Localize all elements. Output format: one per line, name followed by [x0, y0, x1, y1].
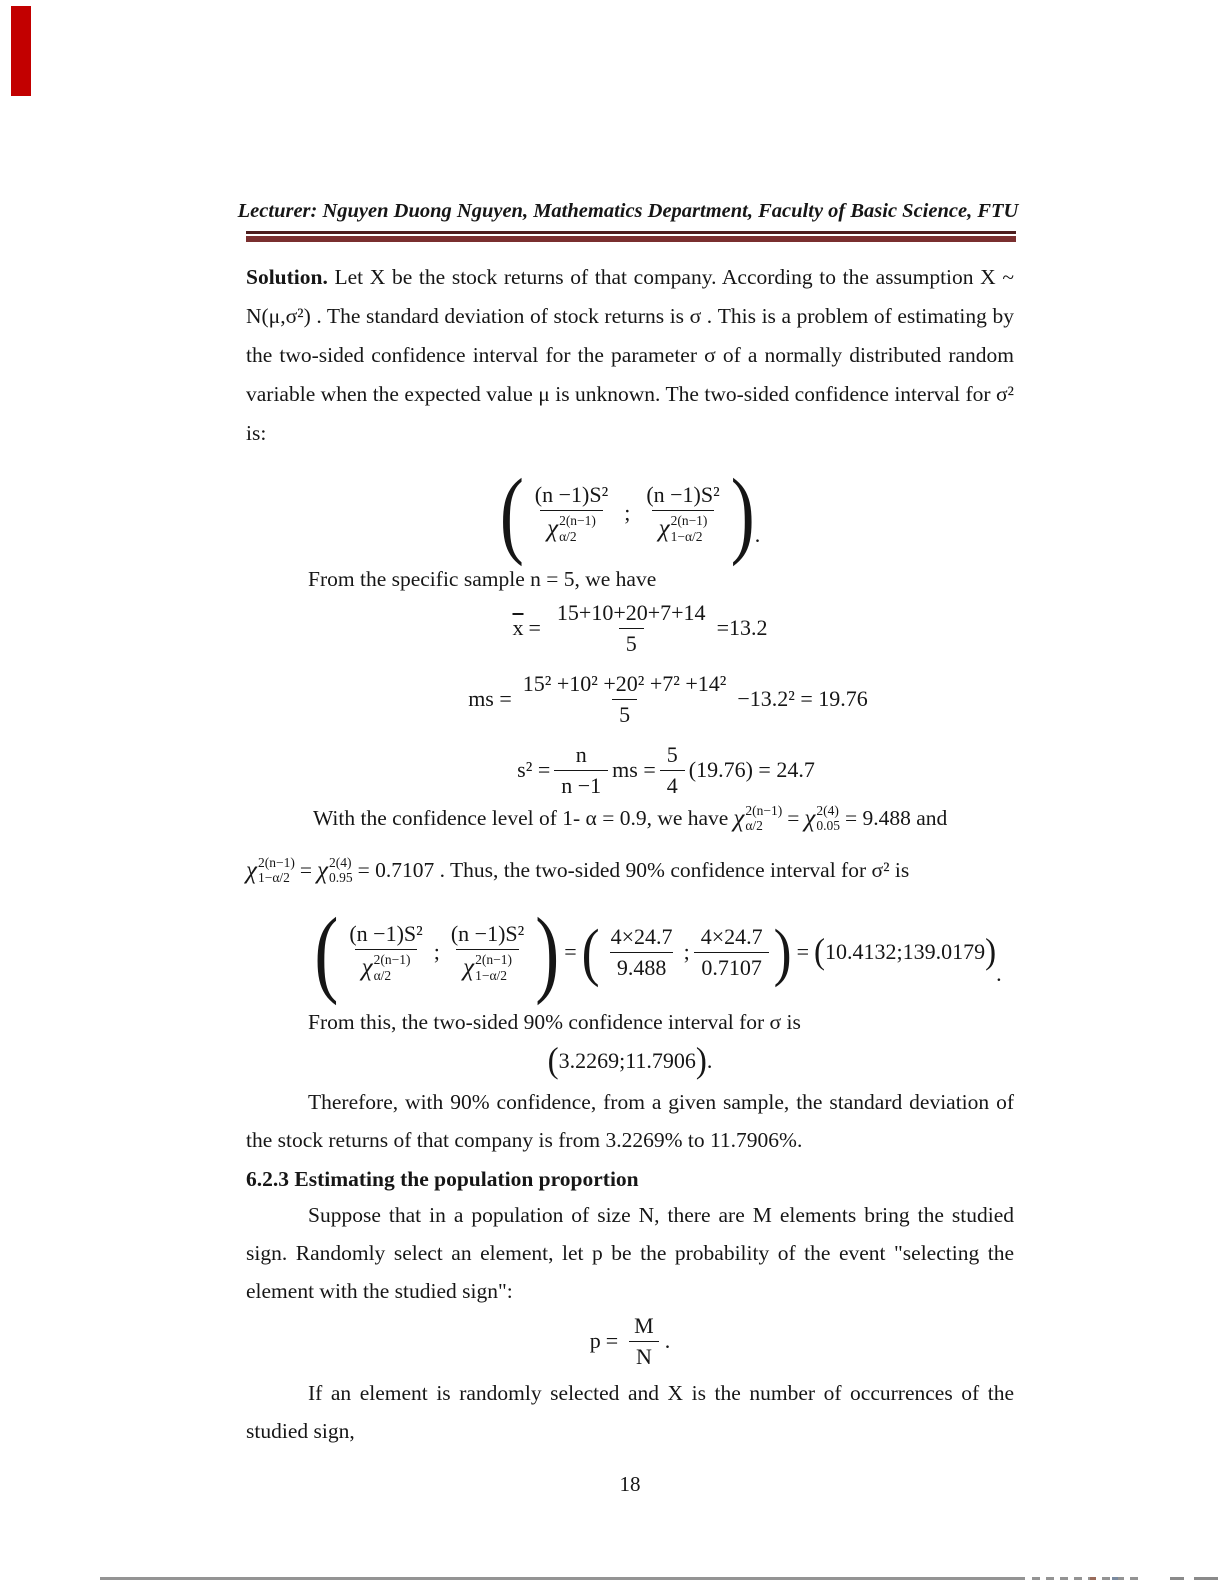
paragraph-therefore: Therefore, with 90% confidence, from a given sample, the standard deviation of the stock returns of that company is from 3.2269% to 11.7906%.	[246, 1090, 1014, 1152]
solution-text: Let X be the stock returns of that company. According to the assumption X ~ N(μ,σ²) . The standard deviation of stock returns is σ . This is a problem of estimating by the two-sided confidence interval for the parameter σ of a normally distributed random variable when the expected value μ is unknown. The two-sided confidence interval for σ² is:	[246, 265, 1014, 445]
header-rule-thin	[246, 231, 1016, 234]
paragraph-if-element: If an element is randomly selected and X is the number of occurrences of the studied sign,	[246, 1381, 1014, 1443]
chi-term: χ 2(n−1) 1−α/2	[246, 855, 295, 886]
chi-term: χ 2(4) 0.95	[317, 855, 353, 886]
red-margin-mark	[11, 6, 31, 96]
solution-lead: Solution.	[246, 265, 328, 289]
formula-ms: ms = $\frac{\text{15² +10² +20² +7² +14²}}{5}$ −13.2² = 19.76	[468, 670, 868, 727]
header-rule-thick	[246, 236, 1016, 242]
fraction: $\frac{4\times 24.7}{9.488}$	[610, 923, 673, 980]
fraction: (n −1)S² χ 2(n−1) 1−α/2	[450, 921, 525, 983]
paragraph-from-this: From this, the two-sided 90% confidence interval for σ is	[308, 1010, 801, 1034]
chi-term: χ 2(4) 0.05	[804, 803, 840, 834]
period: .	[664, 1328, 671, 1353]
paragraph-confidence-level-line2: χ 2(n−1) 1−α/2 = χ 2(4) 0.95 = 0.7107 . Thus, the two-sided 90% confidence interval for σ² is	[246, 855, 910, 886]
fraction: $\frac{M}{N}$	[627, 1313, 661, 1370]
interval-result: 10.4132;139.0179	[825, 939, 986, 964]
period: .	[996, 961, 1002, 986]
bottom-divider	[100, 1577, 1025, 1580]
divider-end-dash	[1194, 1577, 1218, 1580]
formula-sigma-interval: ( 3.2269;11.7906 ) .	[547, 1041, 713, 1081]
fraction: $\frac{\text{15² +10² +20² +7² +14²}}{5}$	[522, 670, 727, 727]
separator: ;	[624, 500, 631, 525]
divider-speck	[1112, 1577, 1118, 1580]
x-bar: $\overline{x}$	[512, 615, 524, 640]
header-rule	[246, 231, 1016, 242]
divider-speck	[1090, 1577, 1096, 1580]
period: .	[754, 522, 761, 547]
paragraph-confidence-level-line1: With the confidence level of 1- α = 0.9, we have χ 2(n−1) α/2 = χ 2(4) 0.05 = 9.488 and	[313, 803, 948, 834]
fraction: (n −1)S² χ 2(n−1) 1−α/2	[646, 482, 720, 544]
divider-end-dash	[1170, 1577, 1184, 1580]
section-heading-623: 6.2.3 Estimating the population proportion	[246, 1167, 639, 1191]
fraction: $\frac{n}{n -1}$	[554, 742, 608, 799]
interval-values: 3.2269;11.7906	[558, 1048, 696, 1073]
formula-p-equals: p = $\frac{M}{N}$ .	[589, 1312, 671, 1369]
fraction: $\frac{15+10+20+7+14}{5}$	[556, 599, 706, 656]
formula-s2: s² = $\frac{n}{n -1}$ ms = $\frac{5}{4}$ (19.76) = 24.7	[517, 741, 815, 798]
fraction: (n −1)S² χ 2(n−1) α/2	[349, 921, 423, 983]
page-number: 18	[619, 1472, 641, 1496]
paragraph-from-sample: From the specific sample n = 5, we have	[308, 567, 657, 591]
chi-term: χ 2(n−1) α/2	[733, 803, 783, 834]
paragraph-suppose: Suppose that in a population of size N, there are M elements bring the studied sign. Randomly select an element, let p be the probability of the event "selecting the element with the studied sign":	[246, 1203, 1014, 1303]
formula-ci-sigma2: ( (n −1)S² χ 2(n−1) α/2 ; (n −1)S² χ 2(n−1) 1−α/2 ) .	[499, 459, 761, 567]
fraction: (n −1)S² χ 2(n−1) α/2	[534, 482, 609, 544]
fraction: $\frac{5}{4}$	[660, 742, 685, 799]
period: .	[706, 1048, 713, 1073]
formula-xbar: $\overline{x}$ = $\frac{15+10+20+7+14}{5}$ =13.2	[512, 599, 768, 656]
paragraph-solution	[246, 258, 1014, 453]
formula-ci-evaluation: ( (n −1)S² χ 2(n−1) α/2 ; (n −1)S² χ 2(n−1) 1−α/2 ) = ( $\frac{4\times 24.7}{9.488}$ ; $\frac{4\times 24.7}{0.7107}$ ) = ( 10.4132;139.0179 ) .	[314, 898, 1002, 1006]
header-title: Lecturer: Nguyen Duong Nguyen, Mathematics Department, Faculty of Basic Science, FTU	[237, 200, 1019, 222]
fraction: $\frac{4\times 24.7}{0.7107}$	[694, 924, 770, 981]
bottom-divider-dashes	[1032, 1577, 1144, 1580]
